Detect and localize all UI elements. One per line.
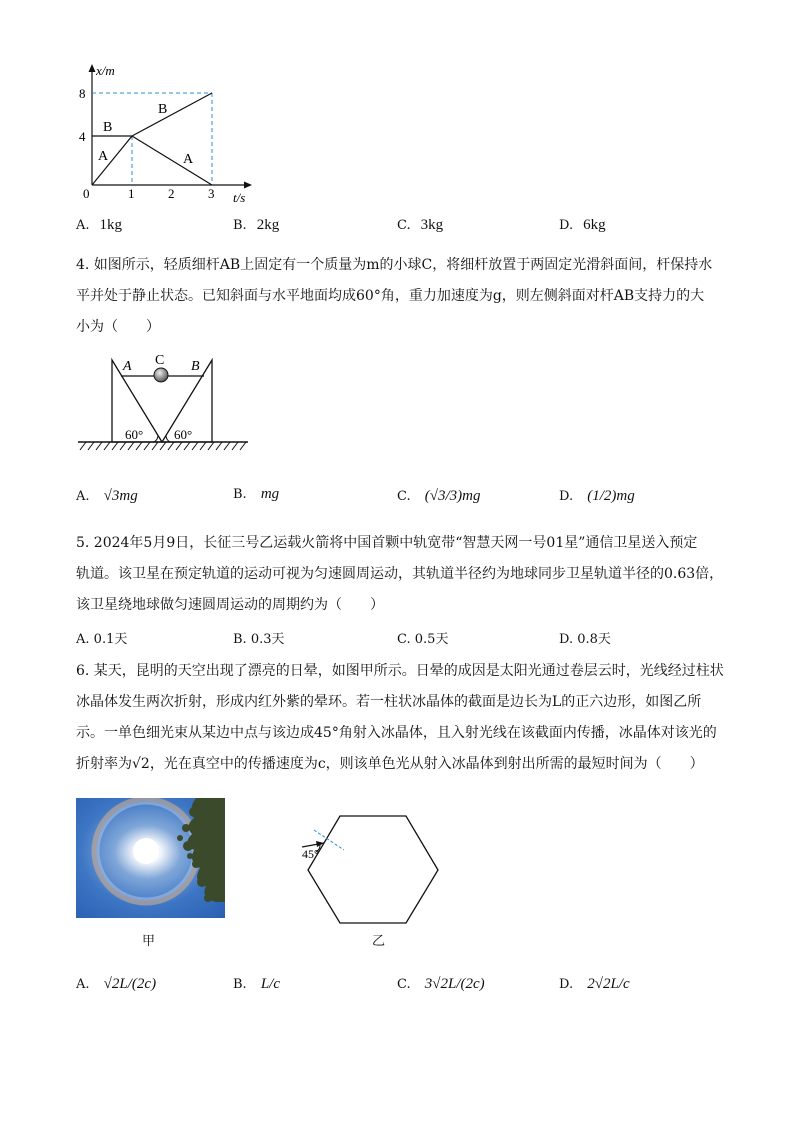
label-c: C [155,353,165,368]
q5-option-d[interactable]: D. 0.8天 [559,632,611,647]
q3-option-b[interactable]: B. 2kg [233,217,280,233]
label-b-left: B [103,120,113,135]
q4-option-b[interactable]: B. mg [233,486,280,502]
y-axis-label: x/m [96,63,115,78]
label-a-right: A [183,152,194,167]
label-a: A [123,359,132,374]
q4-option-b-value: mg [260,486,280,502]
q4-option-c[interactable]: C. (√3/3)mg [397,488,481,504]
q6-option-a[interactable]: A. √2L/(2c) [76,976,157,992]
q4-option-a-value: √3mg [103,488,138,504]
q3-options [76,217,726,245]
q4-stem [76,250,726,343]
q5-option-b[interactable]: B. 0.3天 [233,632,285,647]
q5-option-c[interactable]: C. 0.5天 [397,632,449,647]
q6-line-3: 示。一单色细光束从某边中点与该边成45°角射入冰晶体，且入射光线在该截面内传播，冰晶体对该光的 [76,725,717,741]
incline-figure [76,350,251,455]
q4-option-c-value: (√3/3)mg [424,488,481,504]
angle-label-45: 45° [302,847,319,861]
q5-option-a[interactable]: A. 0.1天 [76,632,128,647]
sun [133,838,159,864]
q3-option-d[interactable]: D. 6kg [559,217,606,233]
q6-line-1: 6. 某天，昆明的天空出现了漂亮的日晕，如图甲所示。日晕的成因是太阳光通过卷层云时，光线经过柱状 [76,663,724,679]
hexagon-figure [296,808,446,928]
q4-option-d-value: (1/2)mg [587,488,635,504]
q4-line-2: 平并处于静止状态。已知斜面与水平地面均成60°角，重力加速度为g，则左侧斜面对杆AB支持力的大 [76,288,705,304]
label-b-right: B [158,102,168,117]
x-axis-label: t/s [233,190,246,205]
q3-option-c[interactable]: C. 3kg [397,217,444,233]
q5-options [76,628,726,656]
x-tick-1: 1 [128,186,135,201]
q4-line-1: 4. 如图所示，轻质细杆AB上固定有一个质量为m的小球C，将细杆放置于两固定光滑斜面间，杆保持水 [76,257,713,273]
angle-label-left: 60° [125,427,144,442]
q6-stem [76,656,726,780]
q6-option-c[interactable]: C. 3√2L/(2c) [397,976,485,992]
y-tick-4: 4 [79,129,86,144]
q4-options [76,482,726,516]
q5-stem [76,528,726,621]
y-tick-8: 8 [79,86,86,101]
angle-label-right: 60° [174,427,193,442]
q4-option-d[interactable]: D. (1/2)mg [559,488,635,504]
label-a-left: A [98,149,109,164]
angle-arc-left [154,435,158,442]
q5-line-2: 轨道。该卫星在预定轨道的运动可视为匀速圆周运动，其轨道半径约为地球同步卫星轨道半径的0.63倍， [76,566,724,582]
ground-hatch [80,442,246,450]
hexagon [308,816,438,923]
q6-option-d[interactable]: D. 2√2L/c [559,976,630,992]
q6-option-d-value: 2√2L/c [587,976,630,992]
q4-option-a[interactable]: A. √3mg [76,488,138,504]
q3-option-a[interactable]: A. 1kg [76,217,123,233]
x-t-graph [70,58,260,208]
q6-option-b[interactable]: B. L/c [233,976,280,992]
origin-label: 0 [83,186,90,201]
x-tick-2: 2 [168,186,175,201]
x-axis-arrow [244,182,252,189]
q5-line-1: 5. 2024年5月9日，长征三号乙运载火箭将中国首颗中轨宽带“智慧天网一号01星”通信卫星送入预定 [76,535,698,551]
line-b-rise [132,93,212,136]
angle-arc-right [166,435,170,442]
caption-left: 甲 [142,934,156,949]
caption-right: 乙 [372,934,386,949]
label-b: B [191,359,200,374]
q6-option-b-value: L/c [260,976,280,992]
q6-line-2: 冰晶体发生两次折射，形成内红外紫的晕环。若一柱状冰晶体的截面是边长为L的正六边形，如图乙所 [76,694,702,710]
sun-halo-photo [76,798,225,918]
q6-option-c-value: 3√2L/(2c) [424,976,485,992]
ball-c [154,368,168,382]
q6-line-4: 折射率为√2，光在真空中的传播速度为c，则该单色光从射入冰晶体到射出所需的最短时间为（ ） [76,756,704,772]
line-a-fall [132,136,212,185]
q5-line-3: 该卫星绕地球做匀速圆周运动的周期约为（ ） [76,597,384,613]
q6-options [76,968,726,1008]
q4-line-3: 小为（ ） [76,319,160,335]
x-tick-3: 3 [208,186,215,201]
q6-option-a-value: √2L/(2c) [103,976,157,992]
y-axis-arrow [89,64,96,72]
